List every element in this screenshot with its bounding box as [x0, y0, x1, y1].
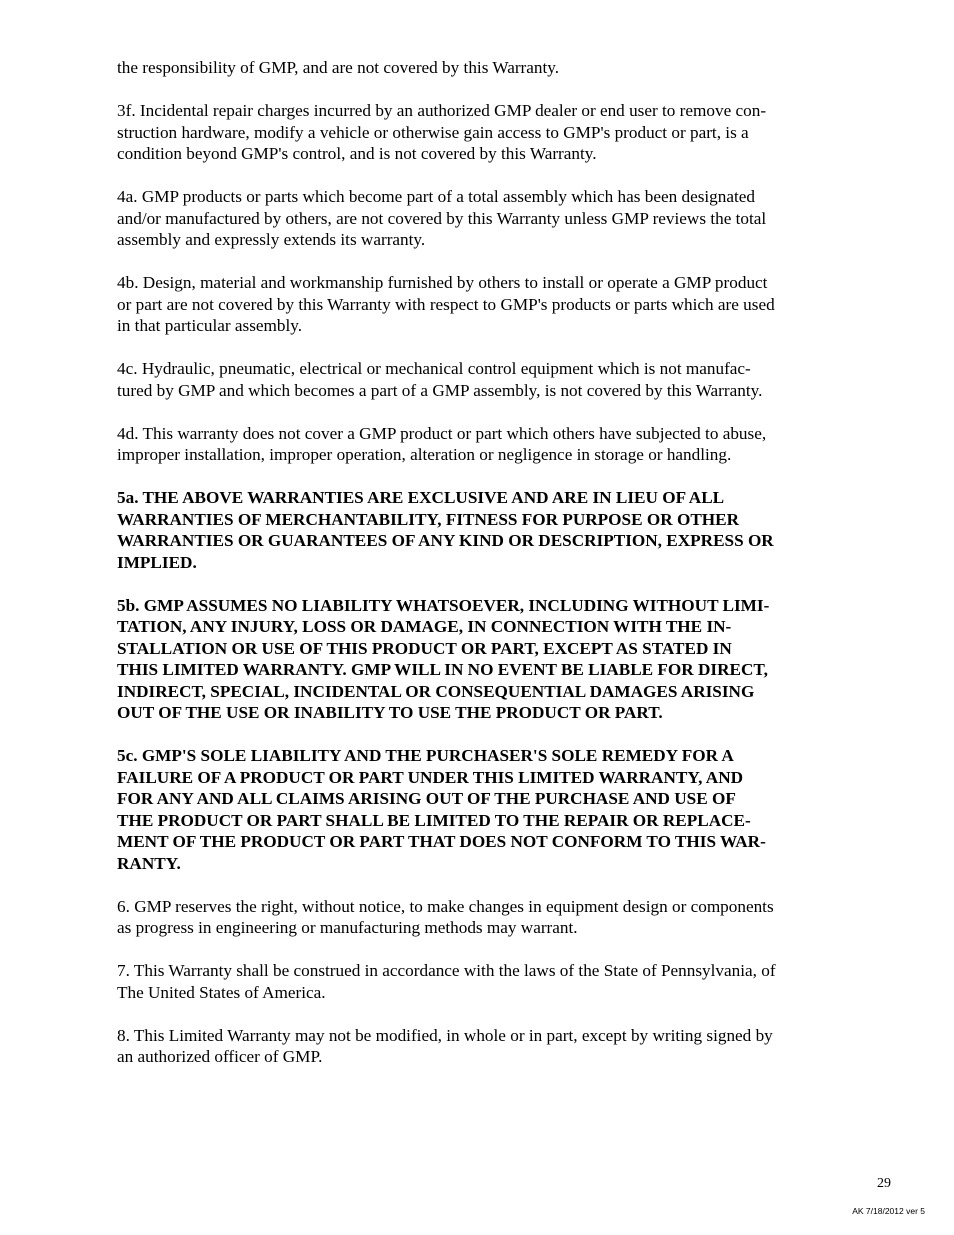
paragraph-line: struction hardware, modify a vehicle or otherwise gain access to GMP's product or part, is a: [117, 122, 749, 142]
paragraph-line: or part are not covered by this Warranty with respect to GMP's products or parts which are used: [117, 294, 775, 314]
paragraph-line: 4b. Design, material and workmanship furnished by others to install or operate a GMP product: [117, 273, 768, 292]
paragraph-line: MENT OF THE PRODUCT OR PART THAT DOES NOT CONFORM TO THIS WAR-: [117, 832, 766, 851]
paragraph-line: 4d. This warranty does not cover a GMP product or part which others have subjected to abuse,: [117, 423, 767, 443]
paragraph-line: 4a. GMP products or parts which become part of a total assembly which has been designated: [117, 187, 755, 206]
paragraph-line: improper installation, improper operation, alteration or negligence in storage or handling.: [117, 445, 732, 464]
paragraph-line: IMPLIED.: [117, 552, 197, 572]
paragraph-line: in that particular assembly.: [117, 316, 303, 335]
paragraph-3f: [117, 100, 841, 165]
page-number: 29: [877, 1176, 891, 1191]
paragraph-line: 5b. GMP ASSUMES NO LIABILITY WHATSOEVER, INCLUDING WITHOUT LIMI-: [117, 595, 770, 615]
revision-stamp: AK 7/18/2012 ver 5: [852, 1206, 925, 1216]
document-body: [117, 57, 841, 1089]
paragraph-line: WARRANTIES OF MERCHANTABILITY, FITNESS FOR PURPOSE OR OTHER: [117, 509, 740, 529]
paragraph-line: FOR ANY AND ALL CLAIMS ARISING OUT OF THE PURCHASE AND USE OF: [117, 789, 736, 808]
paragraph-8: [117, 1025, 841, 1068]
paragraph-4c: [117, 358, 841, 401]
paragraph-line: 3f. Incidental repair charges incurred by an authorized GMP dealer or end user to remove con-: [117, 101, 767, 120]
paragraph-4d: [117, 423, 841, 466]
paragraph-5a: [117, 487, 841, 573]
paragraph-line: WARRANTIES OR GUARANTEES OF ANY KIND OR DESCRIPTION, EXPRESS OR: [117, 531, 774, 550]
paragraph-5b: [117, 595, 841, 724]
paragraph-line: 8. This Limited Warranty may not be modified, in whole or in part, except by writing signed by: [117, 1025, 773, 1045]
paragraph-line: 5c. GMP'S SOLE LIABILITY AND THE PURCHASER'S SOLE REMEDY FOR A: [117, 746, 734, 765]
paragraph-line: OUT OF THE USE OR INABILITY TO USE THE PRODUCT OR PART.: [117, 703, 663, 722]
paragraph-4b: [117, 272, 841, 337]
paragraph-5c: [117, 745, 841, 874]
paragraph-line: 4c. Hydraulic, pneumatic, electrical or mechanical control equipment which is not manufac-: [117, 359, 751, 378]
paragraph-line: and/or manufactured by others, are not covered by this Warranty unless GMP reviews the total: [117, 208, 767, 228]
paragraph-line: RANTY.: [117, 853, 181, 873]
paragraph-7: [117, 960, 841, 1003]
paragraph-line: an authorized officer of GMP.: [117, 1047, 323, 1066]
paragraph-line: FAILURE OF A PRODUCT OR PART UNDER THIS LIMITED WARRANTY, AND: [117, 767, 744, 787]
paragraph-line: condition beyond GMP's control, and is not covered by this Warranty.: [117, 144, 597, 163]
paragraph-line: the responsibility of GMP, and are not covered by this Warranty.: [117, 58, 560, 77]
paragraph-line: STALLATION OR USE OF THIS PRODUCT OR PART, EXCEPT AS STATED IN: [117, 638, 732, 658]
paragraph-line: The United States of America.: [117, 982, 326, 1002]
paragraph-line: as progress in engineering or manufacturing methods may warrant.: [117, 918, 578, 937]
paragraph-line: THE PRODUCT OR PART SHALL BE LIMITED TO THE REPAIR OR REPLACE-: [117, 810, 751, 830]
paragraph-line: 5a. THE ABOVE WARRANTIES ARE EXCLUSIVE AND ARE IN LIEU OF ALL: [117, 488, 725, 507]
paragraph-continuation: [117, 57, 841, 79]
paragraph-line: 6. GMP reserves the right, without notice, to make changes in equipment design or components: [117, 896, 774, 916]
paragraph-line: TATION, ANY INJURY, LOSS OR DAMAGE, IN CONNECTION WITH THE IN-: [117, 617, 732, 636]
paragraph-line: INDIRECT, SPECIAL, INCIDENTAL OR CONSEQUENTIAL DAMAGES ARISING: [117, 681, 755, 701]
paragraph-4a: [117, 186, 841, 251]
paragraph-line: 7. This Warranty shall be construed in accordance with the laws of the State of Pennsylvania, of: [117, 961, 776, 980]
paragraph-6: [117, 896, 841, 939]
paragraph-line: THIS LIMITED WARRANTY. GMP WILL IN NO EVENT BE LIABLE FOR DIRECT,: [117, 660, 768, 679]
paragraph-line: assembly and expressly extends its warranty.: [117, 230, 426, 249]
paragraph-line: tured by GMP and which becomes a part of a GMP assembly, is not covered by this Warranty.: [117, 380, 763, 400]
